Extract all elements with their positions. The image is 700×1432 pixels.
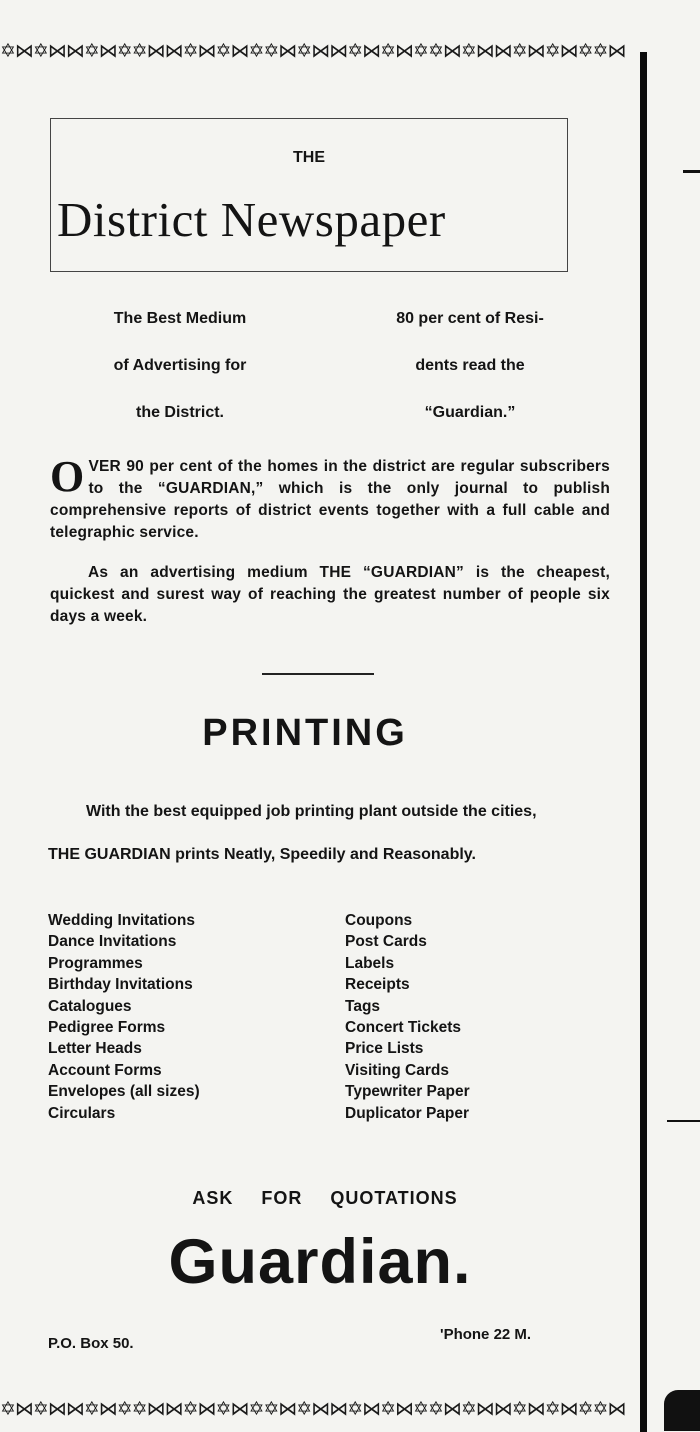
service-item: Coupons bbox=[345, 912, 413, 929]
paragraph-text: VER 90 per cent of the homes in the district are regular subscribers to the “GUARDIAN,” which is the only journal to publish comprehensive reports of district events together with a full cable and telegraphic service. bbox=[50, 458, 610, 541]
masthead-title: District Newspaper bbox=[57, 192, 446, 247]
service-item: Concert Tickets bbox=[345, 1019, 462, 1037]
service-item: Letter Heads bbox=[48, 1040, 142, 1058]
service-item: Wedding Invitations bbox=[48, 912, 195, 929]
service-item: Tags bbox=[345, 997, 381, 1015]
intro-right-line: dents read the bbox=[415, 357, 525, 374]
printing-line-2: THE GUARDIAN prints Neatly, Speedily and Reasonably. bbox=[48, 846, 476, 863]
intro-right-column bbox=[360, 295, 580, 436]
edge-mark bbox=[667, 1120, 700, 1122]
services-list-left bbox=[48, 910, 200, 1124]
service-item: Account Forms bbox=[48, 1061, 162, 1079]
service-item: Circulars bbox=[48, 1104, 116, 1122]
advertising-paragraph bbox=[50, 562, 610, 628]
section-divider bbox=[262, 673, 374, 675]
intro-left-line: of Advertising for bbox=[113, 357, 247, 374]
service-item: Pedigree Forms bbox=[48, 1019, 166, 1037]
paragraph-text: As an advertising medium THE “GUARDIAN” is the cheapest, quickest and surest way of reaching the greatest number of people six days a week. bbox=[50, 564, 610, 625]
services-list-right bbox=[345, 910, 470, 1124]
drop-cap: O bbox=[50, 452, 85, 501]
circulation-paragraph bbox=[50, 452, 610, 544]
service-item: Post Cards bbox=[345, 933, 427, 951]
service-item: Receipts bbox=[345, 976, 410, 994]
ask-for-quotations: ASK FOR QUOTATIONS bbox=[192, 1188, 458, 1208]
service-item: Catalogues bbox=[48, 997, 132, 1015]
bottom-ornament-border: ✡⋈✡⋈⋈✡⋈✡✡⋈⋈✡⋈✡⋈✡✡⋈✡⋈⋈✡⋈✡⋈✡✡⋈✡⋈⋈✡⋈✡⋈✡✡⋈ bbox=[0, 1398, 626, 1420]
intro-right-line: 80 per cent of Resi- bbox=[396, 310, 544, 327]
intro-right-line: “Guardian.” bbox=[424, 404, 516, 421]
service-item: Envelopes (all sizes) bbox=[48, 1083, 200, 1101]
po-box: P.O. Box 50. bbox=[48, 1335, 134, 1352]
edge-mark bbox=[683, 170, 700, 173]
phone-number: 'Phone 22 M. bbox=[440, 1326, 532, 1343]
service-item: Duplicator Paper bbox=[345, 1104, 470, 1122]
edge-mark bbox=[664, 1390, 700, 1431]
service-item: Programmes bbox=[48, 954, 143, 972]
intro-left-line: the District. bbox=[135, 404, 224, 421]
service-item: Birthday Invitations bbox=[48, 976, 193, 994]
service-item: Visiting Cards bbox=[345, 1061, 449, 1079]
service-item: Price Lists bbox=[345, 1040, 424, 1058]
guardian-brand: Guardian. bbox=[168, 1227, 472, 1297]
service-item: Labels bbox=[345, 954, 395, 972]
intro-left-line: The Best Medium bbox=[113, 310, 247, 327]
intro-left-column bbox=[60, 295, 300, 436]
masthead-kicker: THE bbox=[293, 149, 325, 166]
right-border-rule bbox=[640, 52, 647, 1432]
printing-line-1: With the best equipped job printing plant outside the cities, bbox=[86, 803, 537, 820]
service-item: Dance Invitations bbox=[48, 933, 177, 951]
masthead-box bbox=[50, 118, 568, 272]
top-ornament-border: ✡⋈✡⋈⋈✡⋈✡✡⋈⋈✡⋈✡⋈✡✡⋈✡⋈⋈✡⋈✡⋈✡✡⋈✡⋈⋈✡⋈✡⋈✡✡⋈ bbox=[0, 40, 626, 62]
service-item: Typewriter Paper bbox=[345, 1083, 470, 1101]
printing-heading: PRINTING bbox=[202, 712, 408, 754]
